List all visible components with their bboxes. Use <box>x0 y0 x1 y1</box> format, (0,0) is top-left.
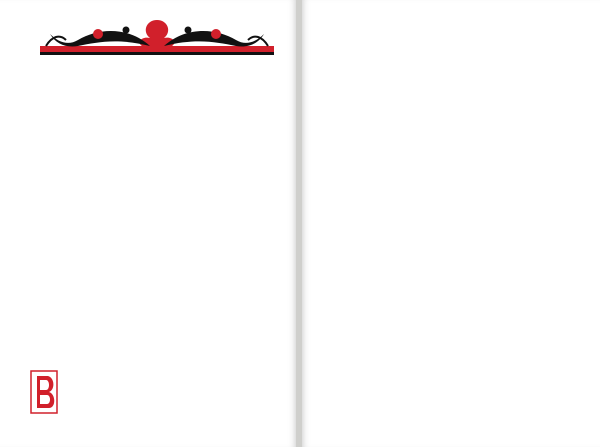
floral-headpiece-ornament-icon <box>38 16 276 58</box>
running-head <box>320 16 588 34</box>
left-page <box>0 0 296 447</box>
ornamental-initial-letter-icon <box>30 370 58 414</box>
right-page <box>302 0 600 447</box>
